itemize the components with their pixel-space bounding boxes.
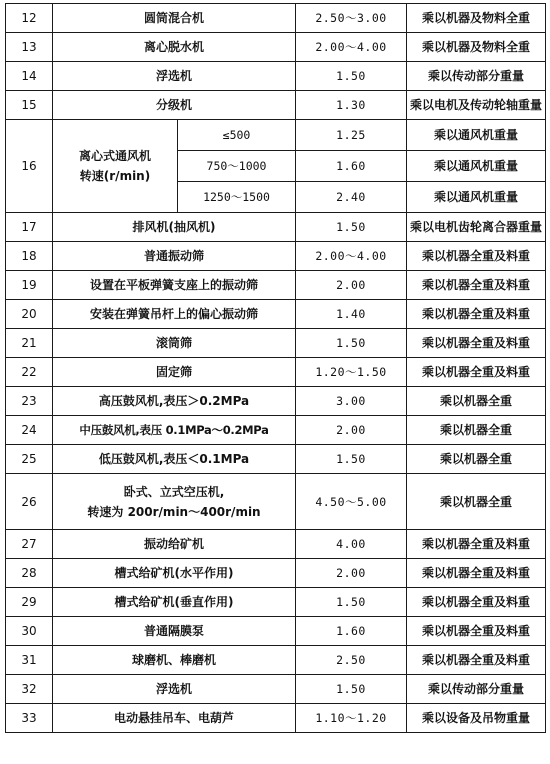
load-note: 乘以机器全重及料重 [407,530,546,559]
load-note: 乘以通风机重量 [407,182,546,213]
table-row [6,120,546,151]
row-number: 25 [6,445,53,474]
row-number: 16 [6,120,53,213]
row-number: 19 [6,271,53,300]
table-row [6,300,546,329]
table-row [6,62,546,91]
table-row [6,646,546,675]
equipment-name: 分级机 [53,91,296,120]
speed-range: ≤500 [178,120,296,151]
equipment-name: 球磨机、棒磨机 [53,646,296,675]
equipment-name-line1: 离心式通风机 [78,149,151,163]
equipment-name-line2: 转速为 200r/min～400r/min [87,504,261,519]
load-note: 乘以机器全重 [407,387,546,416]
load-note: 乘以电机及传动轮轴重量 [407,91,546,120]
row-number: 23 [6,387,53,416]
load-note: 乘以机器全重及料重 [407,329,546,358]
load-note: 乘以机器全重及料重 [407,358,546,387]
load-note: 乘以机器全重及料重 [407,588,546,617]
coefficient-value: 4.00 [296,530,407,559]
load-note: 乘以机器全重及料重 [407,559,546,588]
coefficient-value: 1.40 [296,300,407,329]
coefficient-value: 2.50 [296,646,407,675]
equipment-name: 滚筒筛 [53,329,296,358]
row-number: 31 [6,646,53,675]
load-note: 乘以机器及物料全重 [407,4,546,33]
speed-range: 750～1000 [178,151,296,182]
load-note: 乘以机器全重及料重 [407,271,546,300]
equipment-name: 低压鼓风机,表压＜0.1MPa [53,445,296,474]
coefficient-value: 3.00 [296,387,407,416]
coefficient-value: 1.50 [296,588,407,617]
equipment-name-line2: 转速(r/min) [79,169,151,183]
coefficient-value: 1.50 [296,445,407,474]
row-number: 13 [6,33,53,62]
coefficient-value: 1.25 [296,120,407,151]
equipment-name: 圆筒混合机 [53,4,296,33]
table-row [6,416,546,445]
equipment-name: 排风机(抽风机) [53,213,296,242]
coefficient-value: 1.50 [296,213,407,242]
coefficient-value: 2.00 [296,271,407,300]
row-number: 26 [6,474,53,530]
dynamic-load-coefficient-table [5,3,546,733]
load-note: 乘以机器全重及料重 [407,617,546,646]
load-note: 乘以机器全重及料重 [407,242,546,271]
equipment-name: 固定筛 [53,358,296,387]
row-number: 20 [6,300,53,329]
coefficient-value: 2.40 [296,182,407,213]
equipment-name [53,120,178,213]
coefficient-value: 1.50 [296,62,407,91]
table-row [6,33,546,62]
row-number: 33 [6,704,53,733]
equipment-name: 槽式给矿机(水平作用) [53,559,296,588]
table-row [6,271,546,300]
table-row [6,213,546,242]
table-row [6,445,546,474]
equipment-name: 浮选机 [53,62,296,91]
coefficient-value: 1.30 [296,91,407,120]
equipment-name: 电动悬挂吊车、电葫芦 [53,704,296,733]
table-row [6,358,546,387]
row-number: 18 [6,242,53,271]
equipment-name: 槽式给矿机(垂直作用) [53,588,296,617]
load-note: 乘以机器全重 [407,474,546,530]
load-note: 乘以传动部分重量 [407,675,546,704]
coefficient-value: 2.50～3.00 [296,4,407,33]
table-row [6,329,546,358]
load-note: 乘以传动部分重量 [407,62,546,91]
equipment-name: 普通隔膜泵 [53,617,296,646]
table-row [6,675,546,704]
table-row [6,4,546,33]
equipment-name: 普通振动筛 [53,242,296,271]
row-number: 28 [6,559,53,588]
table-row [6,559,546,588]
row-number: 24 [6,416,53,445]
table-row [6,474,546,530]
load-note: 乘以通风机重量 [407,120,546,151]
load-note: 乘以电机齿轮离合器重量 [407,213,546,242]
coefficient-value: 2.00～4.00 [296,33,407,62]
row-number: 27 [6,530,53,559]
table-row [6,387,546,416]
coefficient-value: 1.10～1.20 [296,704,407,733]
table-row [6,588,546,617]
coefficient-value: 4.50～5.00 [296,474,407,530]
equipment-name: 中压鼓风机,表压 0.1MPa～0.2MPa [53,416,296,445]
equipment-name: 振动给矿机 [53,530,296,559]
coefficient-value: 1.20～1.50 [296,358,407,387]
speed-range: 1250～1500 [178,182,296,213]
load-note: 乘以机器全重 [407,416,546,445]
equipment-name: 高压鼓风机,表压＞0.2MPa [53,387,296,416]
row-number: 30 [6,617,53,646]
table-row [6,704,546,733]
load-note: 乘以通风机重量 [407,151,546,182]
equipment-name: 设置在平板弹簧支座上的振动筛 [53,271,296,300]
row-number: 21 [6,329,53,358]
coefficient-value: 2.00 [296,559,407,588]
row-number: 22 [6,358,53,387]
load-note: 乘以机器全重及料重 [407,300,546,329]
equipment-name: 安装在弹簧吊杆上的偏心振动筛 [53,300,296,329]
equipment-name: 浮选机 [53,675,296,704]
row-number: 14 [6,62,53,91]
load-note: 乘以机器及物料全重 [407,33,546,62]
table-row [6,91,546,120]
coefficient-value: 1.60 [296,151,407,182]
table-row [6,242,546,271]
coefficient-value: 1.60 [296,617,407,646]
coefficient-value: 2.00～4.00 [296,242,407,271]
row-number: 29 [6,588,53,617]
load-note: 乘以设备及吊物重量 [407,704,546,733]
coefficient-value: 2.00 [296,416,407,445]
equipment-name [53,474,296,530]
row-number: 32 [6,675,53,704]
coefficient-value: 1.50 [296,675,407,704]
row-number: 17 [6,213,53,242]
table-row [6,617,546,646]
equipment-name-line1: 卧式、立式空压机, [123,484,225,499]
row-number: 15 [6,91,53,120]
equipment-name: 离心脱水机 [53,33,296,62]
load-note: 乘以机器全重 [407,445,546,474]
coefficient-value: 1.50 [296,329,407,358]
row-number: 12 [6,4,53,33]
table-row [6,530,546,559]
load-note: 乘以机器全重及料重 [407,646,546,675]
